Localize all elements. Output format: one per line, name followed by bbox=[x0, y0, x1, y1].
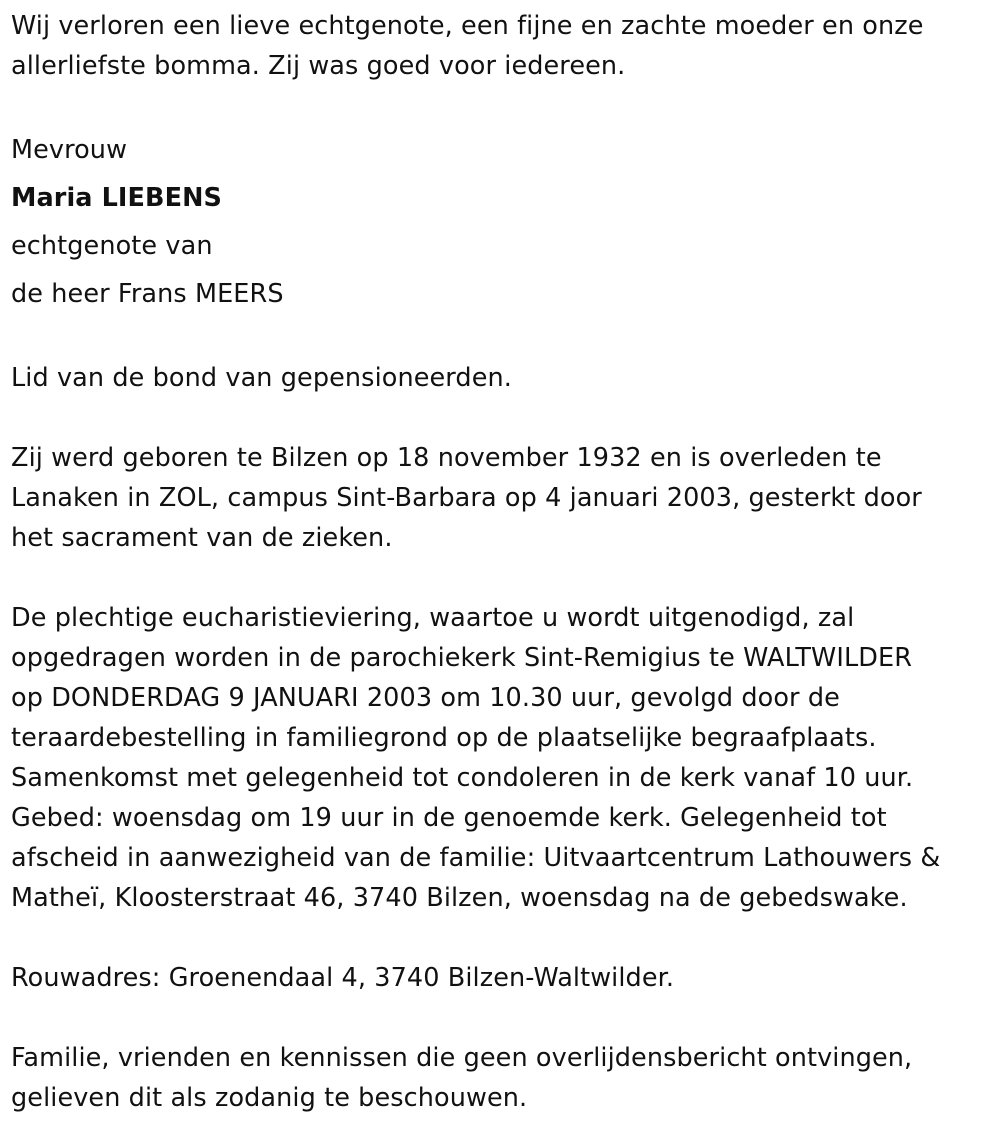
ceremony-paragraph bbox=[11, 598, 1000, 918]
ceremony-line: afscheid in aanwezigheid van de familie: Uitvaartcentrum Lathouwers & bbox=[11, 843, 941, 873]
salutation: Mevrouw bbox=[11, 135, 128, 165]
deceased-block bbox=[11, 126, 1000, 318]
spacer bbox=[11, 86, 1000, 126]
membership-text: Lid van de bond van gepensioneerden. bbox=[11, 363, 512, 393]
relation-text: echtgenote van bbox=[11, 231, 213, 261]
ceremony-line: teraardebestelling in familiegrond op de plaatselijke begraafplaats. bbox=[11, 723, 877, 753]
biography-line: Zij werd geboren te Bilzen op 18 november 1932 en is overleden te bbox=[11, 443, 882, 473]
spacer bbox=[11, 318, 1000, 358]
intro-line: allerliefste bomma. Zij was goed voor iedereen. bbox=[11, 51, 626, 81]
spacer bbox=[11, 398, 1000, 438]
ceremony-line: Gebed: woensdag om 19 uur in de genoemde kerk. Gelegenheid tot bbox=[11, 803, 887, 833]
ceremony-line: De plechtige eucharistieviering, waartoe u wordt uitgenodigd, zal bbox=[11, 603, 855, 633]
deceased-name: Maria LIEBENS bbox=[11, 183, 223, 213]
intro-line: Wij verloren een lieve echtgenote, een fijne en zachte moeder en onze bbox=[11, 11, 924, 41]
ceremony-line: Samenkomst met gelegenheid tot condoleren in de kerk vanaf 10 uur. bbox=[11, 763, 914, 793]
intro-paragraph bbox=[11, 6, 1000, 86]
spacer bbox=[11, 558, 1000, 598]
closing-line: Familie, vrienden en kennissen die geen overlijdensbericht ontvingen, bbox=[11, 1043, 913, 1073]
ceremony-line: opgedragen worden in de parochiekerk Sint-Remigius te WALTWILDER bbox=[11, 643, 913, 673]
mourning-address: Rouwadres: Groenendaal 4, 3740 Bilzen-Waltwilder. bbox=[11, 963, 675, 993]
biography-line: Lanaken in ZOL, campus Sint-Barbara op 4 januari 2003, gesterkt door bbox=[11, 483, 922, 513]
spacer bbox=[11, 998, 1000, 1038]
biography-paragraph bbox=[11, 438, 1000, 558]
ceremony-line: op DONDERDAG 9 JANUARI 2003 om 10.30 uur, gevolgd door de bbox=[11, 683, 840, 713]
spouse-name: de heer Frans MEERS bbox=[11, 279, 284, 309]
spacer bbox=[11, 918, 1000, 958]
closing-paragraph bbox=[11, 1038, 1000, 1118]
biography-line: het sacrament van de zieken. bbox=[11, 523, 393, 553]
closing-line: gelieven dit als zodanig te beschouwen. bbox=[11, 1083, 528, 1113]
ceremony-line: Matheï, Kloosterstraat 46, 3740 Bilzen, woensdag na de gebedswake. bbox=[11, 883, 908, 913]
